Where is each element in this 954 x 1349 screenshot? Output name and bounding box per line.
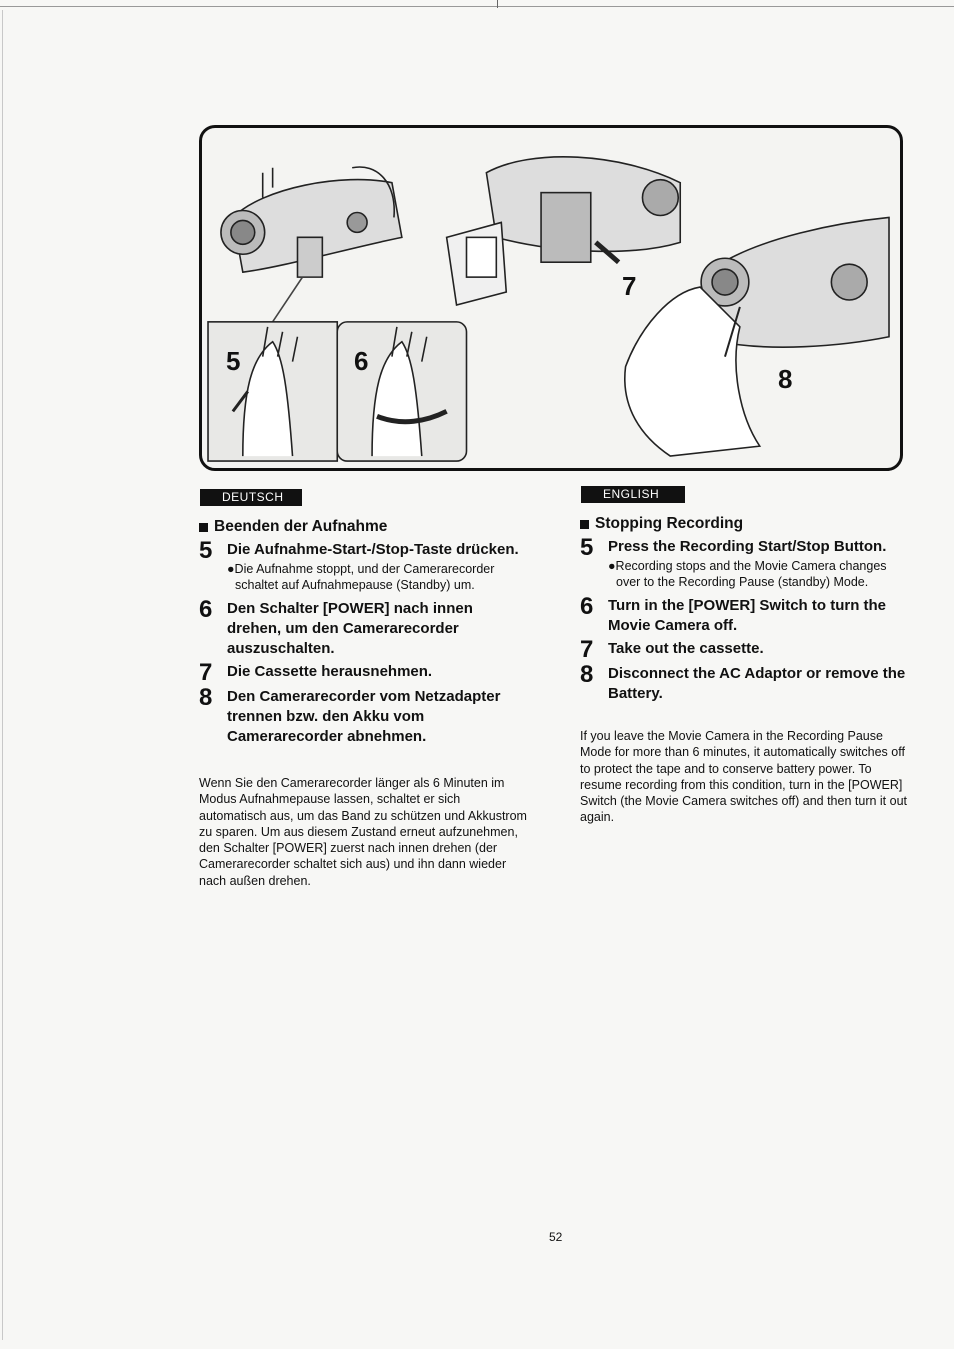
english-paragraph: If you leave the Movie Camera in the Recording Pause Mode for more than 6 minutes, it automatically switches off to protect the tape and to conserve battery power. To resume recording from this condition, turn in the [POWER] Switch (the Movie Camera switches off) and then turn it out again. — [580, 729, 908, 825]
step-text: Turn in the [POWER] Switch to turn the Movie Camera off. — [608, 597, 887, 634]
step-note: ●Recording stops and the Movie Camera changes over to the Recording Pause (standby) Mode. — [608, 559, 887, 589]
illus-label-6: 6 — [354, 346, 369, 376]
english-step — [580, 534, 910, 593]
step-number: 5 — [580, 534, 594, 561]
deutsch-step — [199, 659, 529, 686]
step-note: ●Die Aufnahme stoppt, und der Camerarecorder schaltet auf Aufnahmepause (Standby) um. — [227, 562, 495, 592]
english-title-text: Stopping Recording — [595, 515, 744, 532]
english-step — [580, 661, 910, 704]
step-text: Den Schalter [POWER] nach innen drehen, um den Camerarecorder auszuschalten. — [227, 600, 473, 657]
step-text: Take out the cassette. — [608, 640, 764, 657]
step-text: Den Camerarecorder vom Netzadapter trennen bzw. den Akku vom Camerarecorder abnehmen. — [227, 688, 501, 745]
top-rule — [0, 6, 954, 7]
deutsch-title-text: Beenden der Aufnahme — [214, 518, 388, 535]
deutsch-paragraph: Wenn Sie den Camerarecorder länger als 6 Minuten im Modus Aufnahmepause lassen, schaltet er sich automatisch aus, um das Band zu schützen und Akkustrom zu sparen. Um aus diesem Zustand erneut aufzunehmen, den Schalter [POWER] zuerst nach innen drehen (der Camerarecorder schaltet sich aus) und ihn dann wieder nach außen drehen. — [199, 776, 527, 888]
english-step — [580, 636, 910, 663]
english-column — [580, 515, 910, 826]
english-step — [580, 593, 910, 636]
step-text: Disconnect the AC Adaptor or remove the Battery. — [608, 665, 906, 702]
deutsch-column — [199, 518, 529, 889]
illus-label-5: 5 — [226, 346, 241, 376]
camcorder-illustration — [199, 125, 903, 471]
step-number: 8 — [580, 661, 594, 688]
step-text: Press the Recording Start/Stop Button. — [608, 538, 887, 555]
bullet-square-icon — [199, 523, 208, 532]
bullet-square-icon — [580, 520, 589, 529]
deutsch-step — [199, 684, 529, 747]
language-tag-deutsch: DEUTSCH — [200, 489, 302, 506]
camcorder-drawing — [202, 128, 900, 468]
step-number: 6 — [580, 593, 594, 620]
page-number: 52 — [549, 1230, 563, 1244]
step-number: 7 — [199, 659, 213, 686]
illus-label-7: 7 — [622, 271, 637, 301]
top-rule-tick — [497, 0, 498, 8]
step-text: Die Aufnahme-Start-/Stop-Taste drücken. — [227, 541, 519, 558]
left-margin-rule — [2, 10, 3, 1340]
deutsch-section-title — [199, 518, 529, 536]
language-tag-english: ENGLISH — [581, 486, 685, 503]
deutsch-step — [199, 596, 529, 659]
english-section-title — [580, 515, 910, 533]
illus-label-8: 8 — [778, 364, 793, 394]
step-number: 7 — [580, 636, 594, 663]
step-number: 8 — [199, 684, 213, 711]
step-number: 6 — [199, 596, 213, 623]
deutsch-step — [199, 537, 529, 596]
step-text: Die Cassette herausnehmen. — [227, 663, 433, 680]
step-number: 5 — [199, 537, 213, 564]
